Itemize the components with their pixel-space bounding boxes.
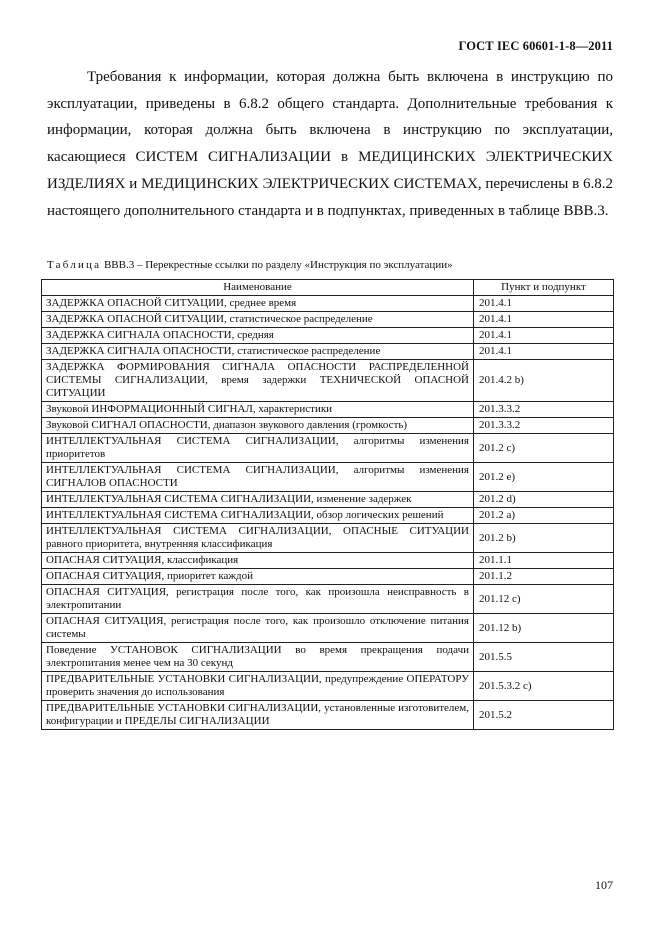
- row-name: ИНТЕЛЛЕКТУАЛЬНАЯ СИСТЕМА СИГНАЛИЗАЦИИ, алгоритмы изменения СИГНАЛОВ ОПАСНОСТИ: [42, 463, 474, 492]
- row-clause: 201.1.2: [474, 569, 614, 585]
- row-name: ЗАДЕРЖКА ФОРМИРОВАНИЯ СИГНАЛА ОПАСНОСТИ РАСПРЕДЕЛЕННОЙ СИСТЕМЫ СИГНАЛИЗАЦИИ, время задержки ТЕХНИЧЕСКОЙ ОПАСНОЙ СИТУАЦИИ: [42, 360, 474, 402]
- row-clause: 201.1.1: [474, 553, 614, 569]
- row-name: ИНТЕЛЛЕКТУАЛЬНАЯ СИСТЕМА СИГНАЛИЗАЦИИ, изменение задержек: [42, 492, 474, 508]
- row-name: Звуковой СИГНАЛ ОПАСНОСТИ, диапазон звукового давления (громкость): [42, 418, 474, 434]
- row-name: ЗАДЕРЖКА ОПАСНОЙ СИТУАЦИИ, статистическое распределение: [42, 312, 474, 328]
- table-row: [42, 434, 614, 463]
- table-row: [42, 328, 614, 344]
- row-clause: 201.12 b): [474, 614, 614, 643]
- table-row: [42, 492, 614, 508]
- row-clause: 201.2 c): [474, 434, 614, 463]
- row-clause: 201.12 c): [474, 585, 614, 614]
- row-name: Поведение УСТАНОВОК СИГНАЛИЗАЦИИ во время прекращения подачи электропитания менее чем на 30 секунд: [42, 643, 474, 672]
- table-row: [42, 553, 614, 569]
- row-clause: 201.2 a): [474, 508, 614, 524]
- table-row: [42, 614, 614, 643]
- row-name: ОПАСНАЯ СИТУАЦИЯ, приоритет каждой: [42, 569, 474, 585]
- row-name: ИНТЕЛЛЕКТУАЛЬНАЯ СИСТЕМА СИГНАЛИЗАЦИИ, алгоритмы изменения приоритетов: [42, 434, 474, 463]
- intro-paragraph: Требования к информации, которая должна быть включена в инструкцию по эксплуатации, приведены в 6.8.2 общего стандарта. Дополнительные требования к информации, которая должна быть включена в инструкцию по эксплуатации, касающиеся СИСТЕМ СИГНАЛИЗАЦИИ в МЕДИЦИНСКИХ ЭЛЕКТРИЧЕСКИХ ИЗДЕЛИЯХ и МЕДИЦИНСКИХ ЭЛЕКТРИЧЕСКИХ СИСТЕМАХ, перечислены в 6.8.2 настоящего дополнительного стандарта и в подпунктах, приведенных в таблице ВВВ.3.: [47, 69, 613, 219]
- row-name: ПРЕДВАРИТЕЛЬНЫЕ УСТАНОВКИ СИГНАЛИЗАЦИИ, установленные изготовителем, конфигурации и ПРЕДЕЛЫ СИГНАЛИЗАЦИИ: [42, 701, 474, 730]
- table-row: [42, 643, 614, 672]
- table-row: [42, 585, 614, 614]
- row-name: ОПАСНАЯ СИТУАЦИЯ, классификация: [42, 553, 474, 569]
- row-clause: 201.3.3.2: [474, 418, 614, 434]
- row-name: ОПАСНАЯ СИТУАЦИЯ, регистрация после того, как произошло отключение питания системы: [42, 614, 474, 643]
- row-name: ИНТЕЛЛЕКТУАЛЬНАЯ СИСТЕМА СИГНАЛИЗАЦИИ, ОПАСНЫЕ СИТУАЦИИ равного приоритета, внутренняя классификация: [42, 524, 474, 553]
- cross-reference-table: [41, 279, 614, 730]
- table-header-row: [42, 280, 614, 296]
- row-clause: 201.2 e): [474, 463, 614, 492]
- page-number: 107: [595, 878, 613, 892]
- table-row: [42, 701, 614, 730]
- table-row: [42, 296, 614, 312]
- row-clause: 201.4.1: [474, 328, 614, 344]
- table-row: [42, 463, 614, 492]
- header-name: Наименование: [42, 280, 474, 296]
- row-clause: 201.3.3.2: [474, 402, 614, 418]
- table-caption-text: ВВВ.3 – Перекрестные ссылки по разделу «Инструкция по эксплуатации»: [103, 259, 453, 271]
- row-clause: 201.2 d): [474, 492, 614, 508]
- row-name: ЗАДЕРЖКА ОПАСНОЙ СИТУАЦИИ, среднее время: [42, 296, 474, 312]
- table-row: [42, 569, 614, 585]
- table-row: [42, 524, 614, 553]
- row-clause: 201.2 b): [474, 524, 614, 553]
- row-name: ЗАДЕРЖКА СИГНАЛА ОПАСНОСТИ, средняя: [42, 328, 474, 344]
- table-row: [42, 418, 614, 434]
- table-row: [42, 360, 614, 402]
- row-clause: 201.4.2 b): [474, 360, 614, 402]
- table-row: [42, 344, 614, 360]
- row-clause: 201.5.2: [474, 701, 614, 730]
- row-name: ОПАСНАЯ СИТУАЦИЯ, регистрация после того, как произошла неисправность в электропитании: [42, 585, 474, 614]
- table-row: [42, 672, 614, 701]
- table-row: [42, 312, 614, 328]
- row-clause: 201.4.1: [474, 344, 614, 360]
- row-clause: 201.5.3.2 c): [474, 672, 614, 701]
- header-clause: Пункт и подпункт: [474, 280, 614, 296]
- table-caption: [47, 259, 617, 271]
- row-name: ИНТЕЛЛЕКТУАЛЬНАЯ СИСТЕМА СИГНАЛИЗАЦИИ, обзор логических решений: [42, 508, 474, 524]
- row-name: Звуковой ИНФОРМАЦИОННЫЙ СИГНАЛ, характеристики: [42, 402, 474, 418]
- table-caption-label: Таблица: [47, 259, 102, 271]
- table-row: [42, 402, 614, 418]
- row-clause: 201.4.1: [474, 312, 614, 328]
- row-clause: 201.5.5: [474, 643, 614, 672]
- standard-header: ГОСТ IEC 60601-1-8—2011: [458, 39, 613, 53]
- row-name: ЗАДЕРЖКА СИГНАЛА ОПАСНОСТИ, статистическое распределение: [42, 344, 474, 360]
- table-row: [42, 508, 614, 524]
- row-clause: 201.4.1: [474, 296, 614, 312]
- row-name: ПРЕДВАРИТЕЛЬНЫЕ УСТАНОВКИ СИГНАЛИЗАЦИИ, предупреждение ОПЕРАТОРУ проверить значения до использования: [42, 672, 474, 701]
